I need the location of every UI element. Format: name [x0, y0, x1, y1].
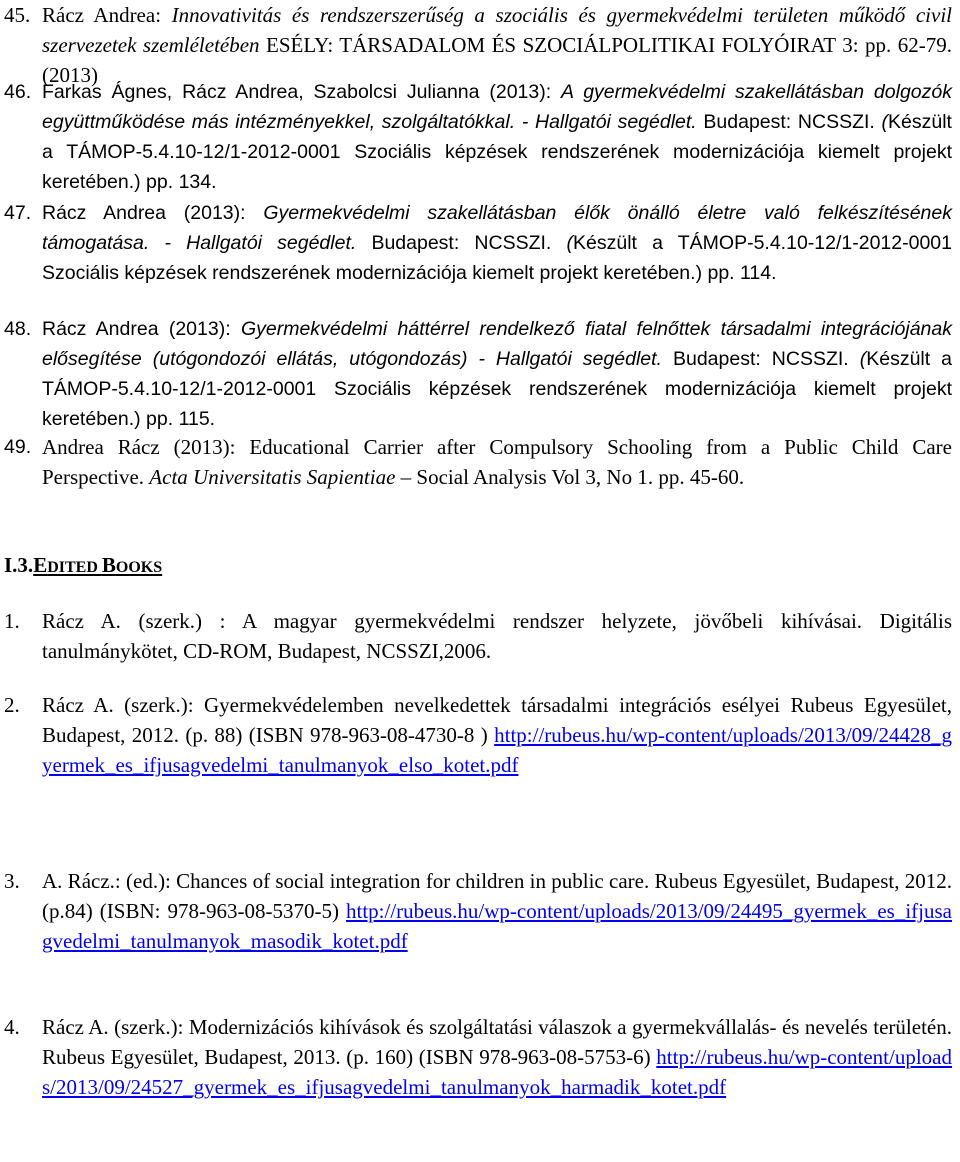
book-text: [42, 690, 952, 780]
reference-journal: Acta Universitatis Sapientiae: [149, 465, 396, 489]
reference-authors: Farkas Ágnes, Rácz Andrea, Szabolcsi Julianna (2013):: [42, 81, 562, 103]
book-citation: Rácz A. (szerk.): Modernizációs kihívások és szolgáltatási válaszok a gyermekvállalás- és nevelés területén. Rubeus Egyesület, Budapest, 2013. (p. 160) (ISBN 978-963-08-5753-6): [42, 1015, 952, 1069]
book-number: 2.: [4, 693, 20, 717]
book-link[interactable]: http://rubeus.hu/wp-content/uploads/2013/09/24428_gyermek_es_ifjusagvedelmi_tanulmanyok_elso_kotet.pdf: [42, 723, 952, 777]
reference-note: Készült a TÁMOP-5.4.10-12/1-2012-0001 Szociális képzések rendszerének modernizációja kiemelt projekt keretében.) pp. 134.: [42, 111, 952, 193]
book-3: [0, 866, 952, 956]
book-text: [42, 1012, 952, 1102]
reference-number: 49.: [4, 436, 32, 458]
reference-number: 46.: [4, 81, 32, 103]
reference-authors: Andrea Rácz (2013): Educational Carrier after Compulsory Schooling from a Public Child Care Perspective.: [42, 435, 952, 489]
book-citation: Rácz A. (szerk.): Gyermekvédelemben nevelkedettek társadalmi integrációs esélyei Rubeus Egyesület, Budapest, 2012. (p. 88) (ISBN 978-963-08-4730-8 ): [42, 693, 952, 747]
reference-title: Gyermekvédelmi szakellátásban élők önálló életre való felkészítésének támogatása. - Hallgatói segédlet.: [42, 202, 952, 254]
reference-publisher: Budapest: NCSSZI.: [356, 232, 567, 254]
reference-authors: Rácz Andrea:: [42, 3, 172, 27]
reference-authors: Rácz Andrea (2013):: [42, 202, 264, 224]
reference-number: 47.: [4, 202, 32, 224]
reference-title: A gyermekvédelmi szakellátásban dolgozók együttműködése más intézményekkel, szolgáltatókkal. - Hallgatói segédlet.: [42, 81, 952, 133]
reference-title: Gyermekvédelmi háttérrel rendelkező fiatal felnőttek társadalmi integrációjának elősegítése (utógondozói ellátás, utógondozás) - Hallgatói segédlet.: [42, 318, 952, 370]
reference-authors: Rácz Andrea (2013):: [42, 318, 241, 340]
reference-note: Készült a TÁMOP-5.4.10-12/1-2012-0001 Szociális képzések rendszerének modernizációja kiemelt projekt keretében.) pp. 115.: [42, 348, 953, 430]
reference-47: [0, 198, 952, 288]
reference-46: [0, 77, 952, 197]
reference-48: [0, 314, 952, 434]
book-text: [42, 866, 952, 956]
reference-text: Rácz Andrea (2013): Gyermekvédelmi háttérrel rendelkező fiatal felnőttek társadalmi integrációjának elősegítése (utógondozói ellátás, utógondozás) - Hallgatói segédlet. Budapest: NCSSZI. (Készült a TÁMOP-5.4.10-12/1-2012-0001 Szociális képzések rendszerének modernizációja kiemelt projekt keretében.) pp. 115.: [42, 318, 953, 430]
section-number: I.3.: [4, 553, 34, 577]
section-heading: [4, 550, 162, 583]
reference-text: Rácz Andrea (2013): Gyermekvédelmi szakellátásban élők önálló életre való felkészítésének támogatása. - Hallgatói segédlet. Budapest: NCSSZI. (Készült a TÁMOP-5.4.10-12/1-2012-0001 Szociális képzések rendszerének modernizációja kiemelt projekt keretében.) pp. 114.: [42, 202, 952, 284]
book-1: [0, 606, 952, 666]
book-4: [0, 1012, 952, 1102]
reference-text: Farkas Ágnes, Rácz Andrea, Szabolcsi Julianna (2013): A gyermekvédelmi szakellátásban dolgozók együttműködése más intézményekkel, szolgáltatókkal. - Hallgatói segédlet. Budapest: NCSSZI. (Készült a TÁMOP-5.4.10-12/1-2012-0001 Szociális képzések rendszerének modernizációja kiemelt projekt keretében.) pp. 134.: [42, 81, 952, 193]
book-link[interactable]: http://rubeus.hu/wp-content/uploads/2013/09/24527_gyermek_es_ifjusagvedelmi_tanulmanyok_harmadik_kotet.pdf: [42, 1045, 952, 1099]
reference-source: ESÉLY: TÁRSADALOM ÉS SZOCIÁLPOLITIKAI FOLYÓIRAT 3: pp. 62-79.(2013): [42, 33, 953, 87]
book-citation: Rácz A. (szerk.) : A magyar gyermekvédelmi rendszer helyzete, jövőbeli kihívásai. Digitális tanulmánykötet, CD-ROM, Budapest, NCSSZI,2006.: [42, 609, 952, 663]
book-number: 4.: [4, 1015, 20, 1039]
reference-49: [0, 432, 952, 492]
book-2: [0, 690, 952, 780]
reference-title: Innovativitás és rendszerszerűség a szociális és gyermekvédelmi területen működő civil szervezetek szemléletében: [42, 3, 953, 57]
reference-note: Készült a TÁMOP-5.4.10-12/1-2012-0001 Szociális képzések rendszerének modernizációja kiemelt projekt keretében.) pp. 114.: [42, 232, 952, 284]
reference-number: 45.: [4, 3, 31, 27]
section-title: EDITED BOOKS: [33, 553, 163, 577]
book-number: 3.: [4, 869, 20, 893]
reference-text: [42, 432, 952, 492]
book-text: [42, 606, 952, 666]
reference-publisher: Budapest: NCSSZI.: [661, 348, 860, 370]
book-citation: A. Rácz.: (ed.): Chances of social integration for children in public care. Rubeus Egyesület, Budapest, 2012. (p.84) (ISBN: 978-963-08-5370-5): [42, 869, 952, 923]
reference-number: 48.: [4, 318, 32, 340]
reference-source: – Social Analysis Vol 3, No 1. pp. 45-60.: [395, 465, 745, 489]
book-number: 1.: [4, 609, 20, 633]
book-link[interactable]: http://rubeus.hu/wp-content/uploads/2013/09/24495_gyermek_es_ifjusagvedelmi_tanulmanyok_masodik_kotet.pdf: [42, 899, 952, 953]
reference-publisher: Budapest: NCSSZI.: [696, 111, 882, 133]
